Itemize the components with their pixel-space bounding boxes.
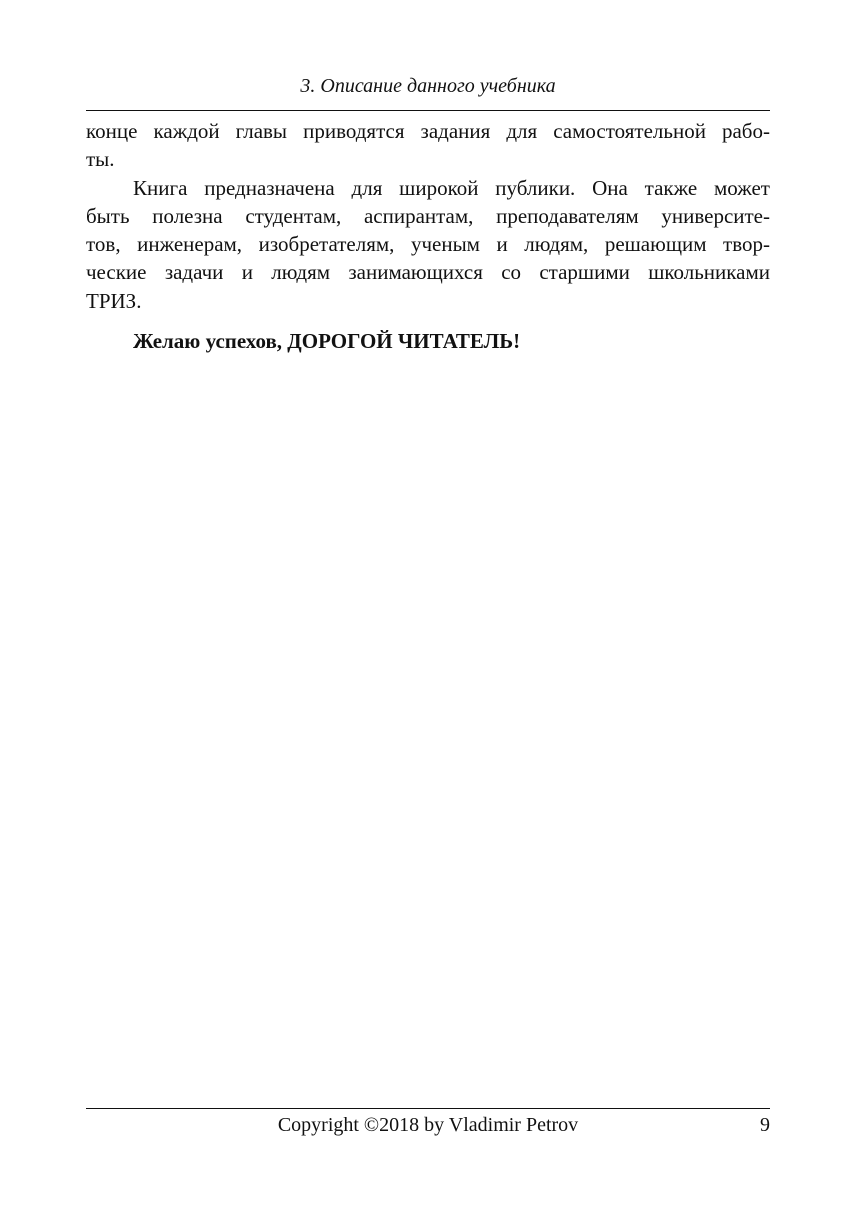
paragraph-continued	[86, 117, 770, 174]
body-text	[86, 117, 770, 315]
text-line: Книга предназначена для широкой публики. Она также может	[133, 175, 770, 200]
text-line: конце каждой главы приводятся задания для самостоятельной рабо-	[86, 119, 770, 143]
text-line: ты.	[86, 147, 115, 172]
page-number: 9	[760, 1114, 770, 1136]
copyright-notice: Copyright ©2018 by Vladimir Petrov	[277, 1114, 579, 1136]
header-rule	[86, 110, 770, 111]
text-line: ческие задачи и людям занимающихся со старшими школьниками	[86, 260, 770, 285]
book-page	[86, 0, 770, 1211]
text-line: быть полезна студентам, аспирантам, преподавателям университе-	[86, 203, 770, 228]
closing-wish: Желаю успехов, ДОРОГОЙ ЧИТАТЕЛЬ!	[133, 329, 521, 353]
paragraph-audience	[86, 174, 770, 315]
text-line: ТРИЗ.	[86, 288, 142, 313]
text-line: тов, инженерам, изобретателям, ученым и людям, решающим твор-	[86, 232, 770, 257]
page-footer	[86, 1111, 770, 1139]
running-header: 3. Описание данного учебника	[300, 75, 556, 97]
footer-rule	[86, 1108, 770, 1109]
